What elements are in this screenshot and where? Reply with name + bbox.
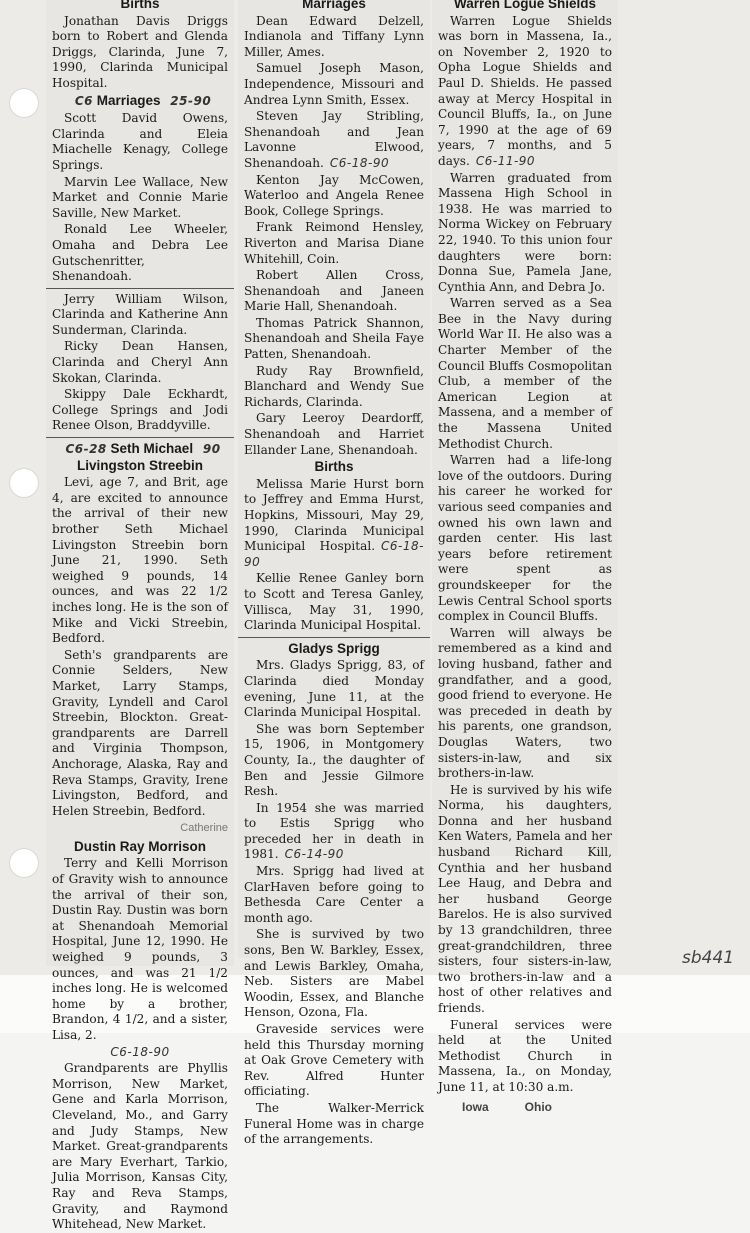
clipping-divider [46,437,234,438]
marriage-license: Frank Reimond Hensley, Riverton and Marisa Diane Whitehill, Coin. [244,220,424,266]
obituary-paragraph: Warren will always be remembered as a kind and loving husband, father and grandfather, and a good, good friend to everyone. He was preceded in death by his parents, one grandson, Douglas Waters, two sisters-in-law, and six brothers-in-law. [438,625,612,781]
punch-hole [9,848,39,878]
clipping-column-1 [46,0,234,1232]
obituary-paragraph: In 1954 she was married to Estis Sprigg who preceded her in death in 1981. C6-14-90 [244,800,424,862]
clipping-divider [238,637,430,638]
births-heading: Births [120,0,160,11]
seth-heading: C6-28 Seth Michael 90 Livingston Streebin [65,441,221,473]
punch-hole [9,468,39,498]
marriage-license: Ricky Dean Hansen, Clarinda and Cheryl Ann Skokan, Clarinda. [52,339,228,385]
obituary-paragraph: He is survived by his wife Norma, his daughters, Donna and her husband Ken Waters, Pamela and her husband Richard Kill, Cynthia and her husband Lee Haug, and Debra and her husband George Barelos. He is also survived by 13 grandchildren, three great-grandchildren, three sisters, four sisters-in-law, two brothers-in-law and a host of other relatives and friends. [438,782,612,1015]
obituary-paragraph: Warren served as a Sea Bee in the Navy during World War II. He also was a Charter Member of the Council Bluffs Cosmopolitan Club, a member of the American Legion at Massena, and a member of the Massena United Methodist Church. [438,296,612,451]
page-signature: sb441 [682,948,735,968]
marriage-license: Scott David Owens, Clarinda and Eleia Miachelle Kenagy, College Springs. [52,111,228,172]
marriage-license: Thomas Patrick Shannon, Shenandoah and Sheila Faye Patten, Shenandoah. [244,315,424,362]
clipping-column-2 [238,0,430,1147]
marriage-license: Robert Allen Cross, Shenandoah and Janeen Marie Hall, Shenandoah. [244,268,424,314]
obituary-paragraph: Warren Logue Shields was born in Massena, Ia., on November 2, 1920 to Opha Logue Shields and Paul D. Shields. He passed away at Mercy Hospital in Council Bluffs, Ia., on June 7, 1990 at the age of 69 years, 7 months, and 5 days. C6-11-90 [438,13,612,168]
handwritten-note: 90 [202,442,221,457]
handwritten-note: 25-90 [170,93,212,108]
birth-announcement: Grandparents are Phyllis Morrison, New Market, Gene and Karla Morrison, Cleveland, Mo., and Garry and Judy Stamps, New Market. Great-grandparents are Mary Everhart, Tarkio, Julia Morrison, Kansas City, Ray and Reva Stamps, Gravity, and Raymond Whitehead, New Market. [52,1061,228,1232]
gladys-heading: Gladys Sprigg [288,640,380,656]
clipping-fragment: Catherine [180,822,228,835]
dustin-heading: Dustin Ray Morrison [73,838,206,854]
obituary-paragraph: Funeral services were held at the United Methodist Church in Massena, Ia., on Monday, June 11, at 10:30 a.m. [438,1017,612,1094]
obituary-paragraph: She was born September 15, 1906, in Montgomery County, Ia., the daughter of Ben and Jessie Gilmore Resh. [244,721,424,799]
marriages-heading: C6 Marriages 25-90 [74,92,212,108]
marriage-license: Gary Leeroy Deardorff, Shenandoah and Harriet Ellander Lane, Shenandoah. [244,411,424,457]
obituary-paragraph: She is survived by two sons, Ben W. Barkley, Essex, and Lewis Barkley, Omaha, Neb. Sisters are Mabel Woodin, Essex, and Blanche Henson, Ozona, Fla. [244,927,424,1020]
clipping-column-3 [432,0,618,1114]
obituary-paragraph: Warren graduated from Massena High School in 1938. He was married to Norma Wickey on February 22, 1940. To this union four daughters were born: Donna Sue, Pamela Jane, Cynthia Ann, and Debra Jo. [438,170,612,294]
birth-notice: Melissa Marie Hurst born to Jeffrey and Emma Hurst, Hopkins, Missouri, May 29, 1990, Clarinda Municipal Municipal Hospital. C6-18-90 [244,476,424,569]
birth-announcement: Terry and Kelli Morrison of Gravity wish to announce the arrival of their son, Dustin Ray. Dustin was born at Shenandoah Memorial Hospital, June 12, 1990. He weighed 9 pounds, 3 ounces, and was 21 1/2 inches long. He is welcomed home by a brother, Brandon, 4 1/2, and a sister, Lisa, 2. [52,856,228,1042]
births-heading: Births [314,459,354,475]
clipping-fragment: Iowa Ohio [462,1099,552,1114]
obituary-paragraph: Mrs. Gladys Sprigg, 83, of Clarinda died Monday evening, June 11, at the Clarinda Municipal Hospital. [244,658,424,720]
marriage-license: Marvin Lee Wallace, New Market and Connie Marie Saville, New Market. [52,174,228,220]
obituary-paragraph: Warren had a life-long love of the outdoors. During his career he worked for various seed companies and owned his own lawn and garden center. His last years before retirement were spent as groundskeeper for the Lewis Central School sports complex in Council Bluffs. [438,453,612,624]
birth-announcement: Seth's grandparents are Connie Selders, New Market, Larry Stamps, Gravity, Lyndell and Carol Streebin, Blockton. Great-grandparents are Darrell and Virginia Thompson, Anchorage, Alaska, Ray and Reva Stamps, Gravity, Irene Livingston, Bedford, and Helen Streebin, Bedford. [52,647,228,818]
marriage-license: Rudy Ray Brownfield, Blanchard and Wendy Sue Richards, Clarinda. [244,363,424,409]
marriage-license: Dean Edward Delzell, Indianola and Tiffany Lynn Miller, Ames. [244,13,424,59]
birth-notice: Jonathan Davis Driggs born to Robert and Glenda Driggs, Clarinda, June 7, 1990, Clarinda Municipal Hospital. [52,13,228,90]
handwritten-note: C6-18-90 [329,155,390,170]
birth-announcement: Levi, age 7, and Brit, age 4, are excited to announce the arrival of their new brother Seth Michael Livingston Streebin born June 21, 1990. Seth weighed 9 pounds, 14 ounces, and was 22 1/2 inches long. He is the son of Mike and Vicki Streebin, Bedford. [52,475,228,646]
punch-hole [9,88,39,118]
handwritten-note: C6-28 [65,442,107,457]
handwritten-note: C6-11-90 [475,153,536,168]
marriage-license: Ronald Lee Wheeler, Omaha and Debra Lee Gutschenritter, Shenandoah. [52,222,228,284]
handwritten-note: C6-18-90 [244,539,424,569]
marriage-license: Skippy Dale Eckhardt, College Springs and Jodi Renee Olson, Braddyville. [52,387,228,433]
obituary-paragraph: Graveside services were held this Thursday morning at Oak Grove Cemetery with Rev. Alfred Hunter officiating. [244,1022,424,1099]
marriage-license: Kenton Jay McCowen, Waterloo and Angela Renee Book, College Springs. [244,172,424,218]
obituary-paragraph: The Walker-Merrick Funeral Home was in charge of the arrangements. [244,1100,424,1147]
marriages-heading: Marriages [302,0,366,11]
handwritten-note: C6 [74,93,93,108]
marriage-license: Samuel Joseph Mason, Independence, Missouri and Andrea Lynn Smith, Essex. [244,61,424,107]
marriage-license: Jerry William Wilson, Clarinda and Katherine Ann Sunderman, Clarinda. [52,291,228,337]
handwritten-note: C6-18-90 [110,1044,170,1059]
clipping-divider [46,288,234,289]
obituary-paragraph: Mrs. Sprigg had lived at ClarHaven before going to Bethesda Care Center a month ago. [244,864,424,925]
warren-heading: Warren Logue Shields [453,0,597,11]
handwritten-note: C6-14-90 [284,847,344,862]
birth-notice: Kellie Renee Ganley born to Scott and Teresa Ganley, Villisca, May 31, 1990, Clarinda Municipal Hospital. [244,571,424,633]
marriage-license: Steven Jay Stribling, Shenandoah and Jean Lavonne Elwood, Shenandoah. C6-18-90 [244,109,424,170]
